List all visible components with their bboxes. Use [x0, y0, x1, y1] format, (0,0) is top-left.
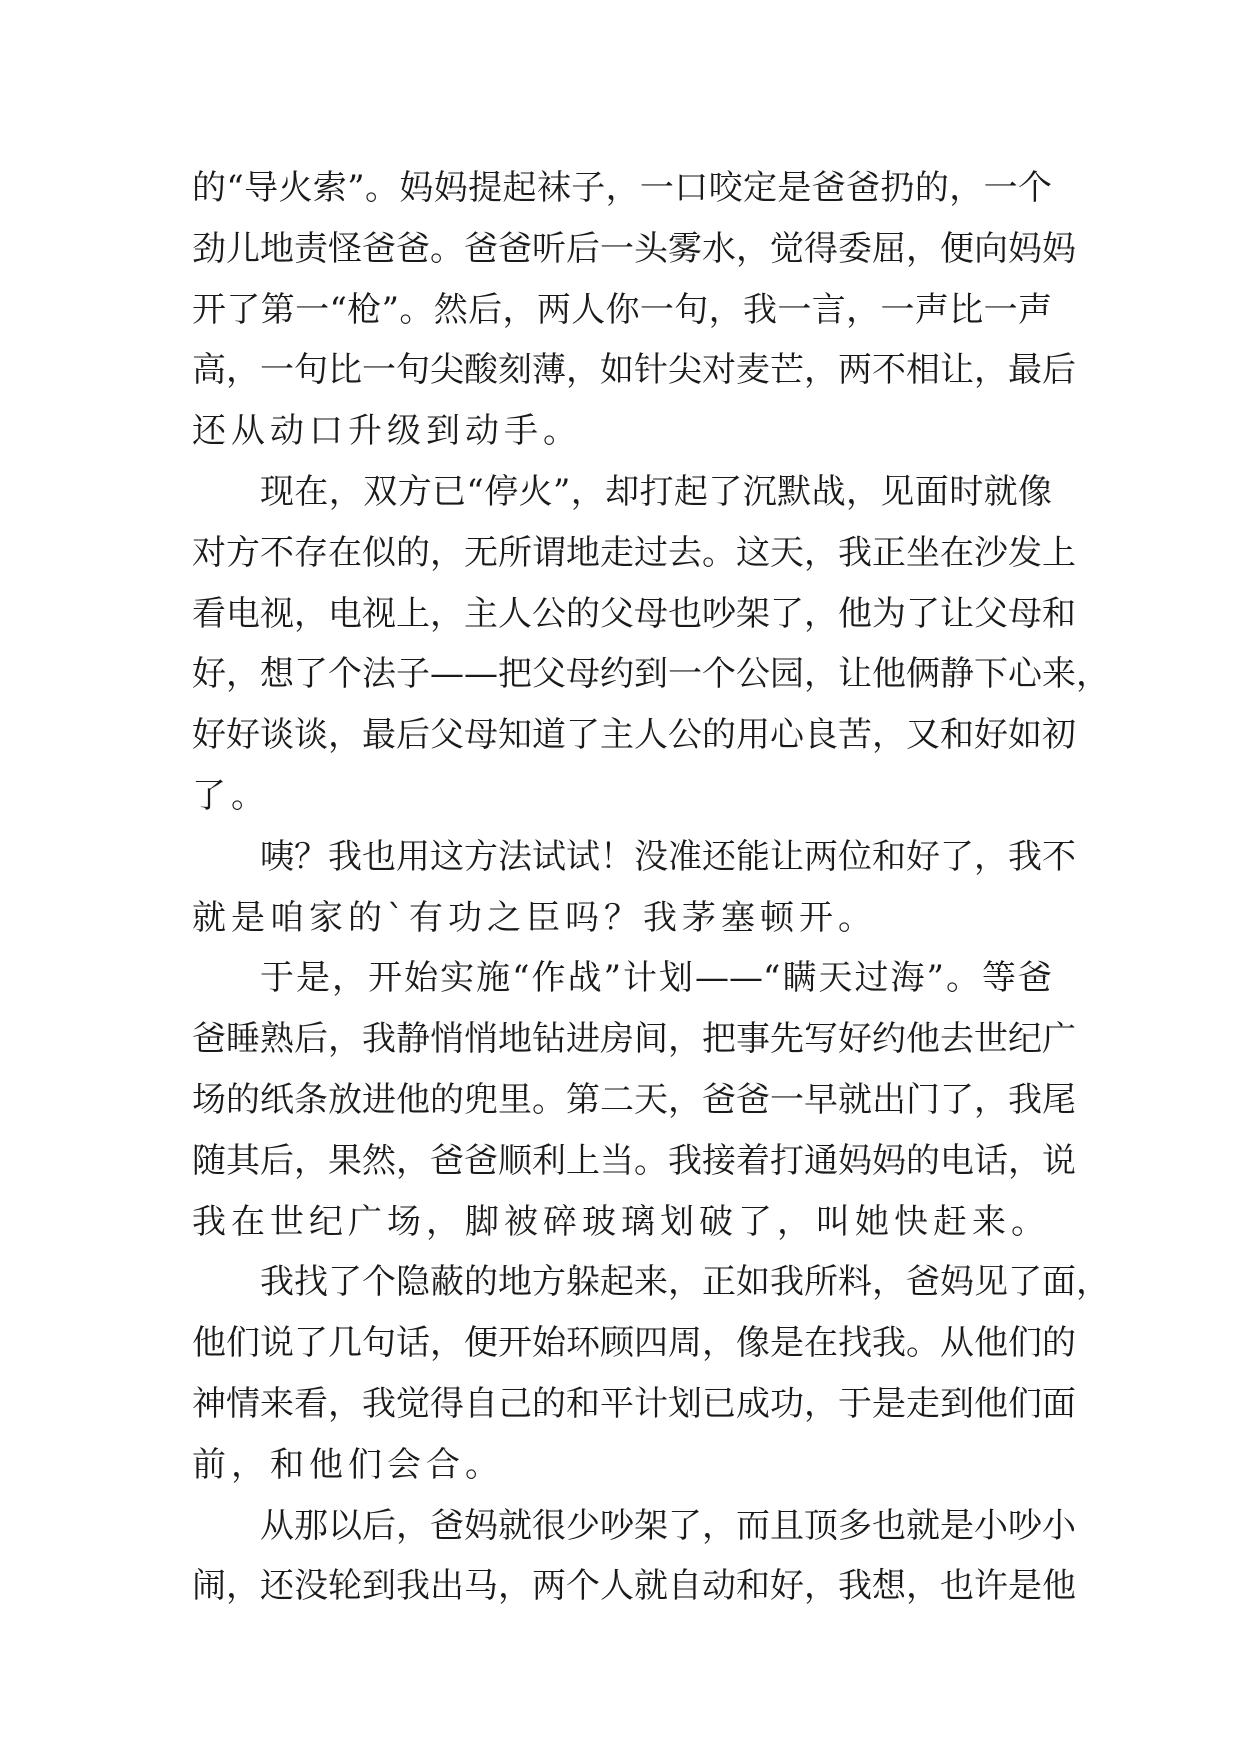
paragraph: [192, 948, 1076, 1252]
text-line: 前，和他们会合。: [192, 1444, 504, 1485]
text-line: 好好谈谈，最后父母知道了主人公的用心良苦，又和好如初: [192, 715, 1076, 756]
text-line: 对方不存在似的，无所谓地走过去。这天，我正坐在沙发上: [192, 532, 1076, 573]
text-line: 随其后，果然，爸爸顺利上当。我接着打通妈妈的电话，说: [192, 1140, 1076, 1181]
text-line: 了。: [192, 775, 270, 816]
text-line: 从那以后，爸妈就很少吵架了，而且顶多也就是小吵小: [260, 1505, 1076, 1546]
paragraph: [192, 1496, 1076, 1618]
text-line: 就是咱家的`有功之臣吗？我茅塞顿开。: [192, 897, 877, 938]
text-line: 我找了个隐蔽的地方躲起来，正如我所料，爸妈见了面，: [260, 1262, 1110, 1303]
text-line: 好，想了个法子——把父母约到一个公园，让他俩静下心来，: [192, 654, 1110, 695]
text-line: 咦？我也用这方法试试！没准还能让两位和好了，我不: [260, 836, 1076, 877]
paragraph: [192, 827, 1076, 949]
text-line: 于是，开始实施“作战”计划——“瞒天过海”。等爸: [260, 958, 1052, 999]
paragraph: [192, 462, 1110, 827]
text-line: 我在世纪广场，脚被碎玻璃划破了，叫她快赶来。: [192, 1201, 1050, 1242]
text-line: 还从动口升级到动手。: [192, 411, 582, 452]
text-line: 神情来看，我觉得自己的和平计划已成功，于是走到他们面: [192, 1383, 1076, 1424]
text-line: 他们说了几句话，便开始环顾四周，像是在找我。从他们的: [192, 1323, 1076, 1364]
body-text: [192, 158, 1110, 1617]
text-line: 劲儿地责怪爸爸。爸爸听后一头雾水，觉得委屈，便向妈妈: [192, 228, 1076, 269]
text-line: 现在，双方已“停火”，却打起了沉默战，见面时就像: [260, 471, 1052, 512]
text-line: 场的纸条放进他的兜里。第二天，爸爸一早就出门了，我尾: [192, 1079, 1076, 1120]
paragraph: [192, 158, 1076, 462]
text-line: 闹，还没轮到我出马，两个人就自动和好，我想，也许是他: [192, 1566, 1076, 1607]
text-line: 的“导火索”。妈妈提起袜子，一口咬定是爸爸扔的，一个: [192, 168, 1052, 208]
text-line: 爸睡熟后，我静悄悄地钻进房间，把事先写好约他去世纪广: [192, 1019, 1076, 1060]
paragraph: [192, 1252, 1110, 1495]
text-line: 高，一句比一句尖酸刻薄，如针尖对麦芒，两不相让，最后: [192, 350, 1076, 391]
text-line: 看电视，电视上，主人公的父母也吵架了，他为了让父母和: [192, 593, 1076, 634]
text-line: 开了第一“枪”。然后，两人你一句，我一言，一声比一声: [192, 289, 1052, 330]
